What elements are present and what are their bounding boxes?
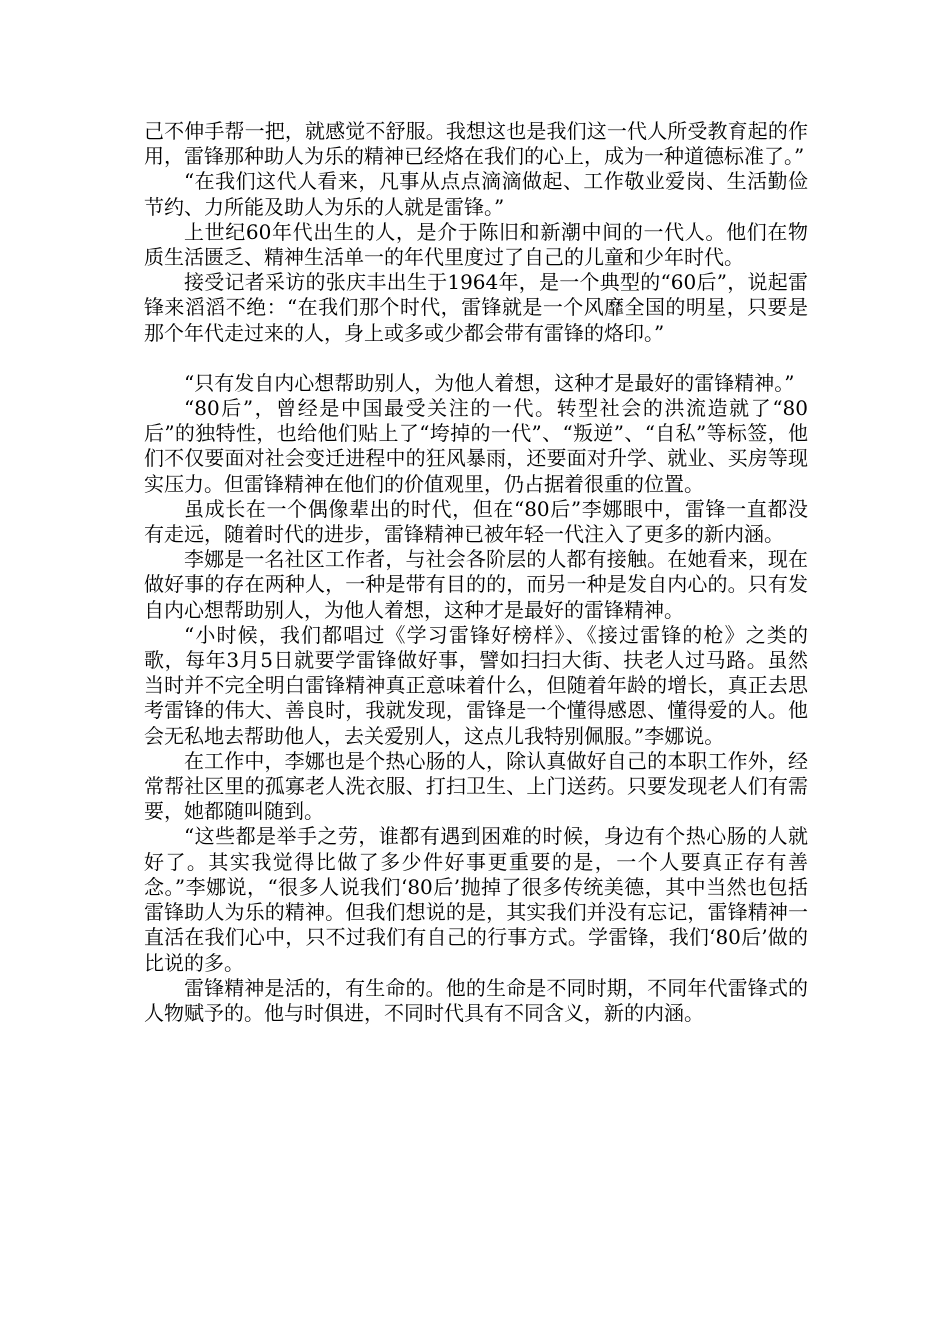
paragraph-continuation: 己不伸手帮一把，就感觉不舒服。我想这也是我们这一代人所受教育起的作用，雷锋那种助人为乐的精神已经烙在我们的心上，成为一种道德标准了。”	[144, 119, 808, 169]
paragraph-pull-quote: “只有发自内心想帮助别人，为他人着想，这种才是最好的雷锋精神。”	[184, 370, 795, 395]
paragraph-li-na-intro: 虽成长在一个偶像辈出的时代，但在“80后”李娜眼中，雷锋一直都没有走远，随着时代的进步，雷锋精神已被年轻一代注入了更多的新内涵。	[144, 496, 808, 547]
paragraph-li-na-quote: “这些都是举手之劳，谁都有遇到困难的时候，身边有个热心肠的人就好了。其实我觉得比做了多少件好事更重要的是，一个人要真正存有善念。”李娜说，“很多人说我们‘80后’抛掉了很多传统美德，其中当然也包括雷锋助人为乐的精神。但我们想说的是，其实我们并没有忘记，雷锋精神一直活在我们心中，只不过我们有自己的行事方式。学雷锋，我们‘80后’做的比说的多。	[144, 824, 808, 975]
paragraph-li-na-childhood: “小时候，我们都唱过《学习雷锋好榜样》、《接过雷锋的枪》之类的歌，每年3月5日就要学雷锋做好事，譬如扫扫大街、扶老人过马路。虽然当时并不完全明白雷锋精神真正意味着什么，但随着年龄的增长，真正去思考雷锋的伟大、善良时，我就发现，雷锋是一个懂得感恩、懂得爱的人。他会无私地去帮助他人，去关爱别人，这点儿我特别佩服。”李娜说。	[144, 622, 808, 748]
paragraph-quote-generation: “在我们这代人看来，凡事从点点滴滴做起、工作敬业爱岗、生活勤俭节约、力所能及助人为乐的人就是雷锋。”	[144, 169, 808, 219]
paragraph-zhang-qingfeng: 接受记者采访的张庆丰出生于1964年，是一个典型的“60后”，说起雷锋来滔滔不绝：“在我们那个时代，雷锋就是一个风靡全国的明星，只要是那个年代走过来的人，身上或多或少都会带有雷锋的烙印。”	[144, 270, 808, 345]
paragraph-conclusion: 雷锋精神是活的，有生命的。他的生命是不同时期，不同年代雷锋式的人物赋予的。他与时俱进，不同时代具有不同含义，新的内涵。	[144, 975, 808, 1025]
paragraph-60s-generation: 上世纪60年代出生的人，是介于陈旧和新潮中间的一代人。他们在物质生活匮乏、精神生活单一的年代里度过了自己的儿童和少年时代。	[144, 219, 808, 270]
document-page	[144, 119, 808, 1026]
paragraph-li-na-work: 在工作中，李娜也是个热心肠的人，除认真做好自己的本职工作外，经常帮社区里的孤寡老人洗衣服、打扫卫生、上门送药。只要发现老人们有需要，她都随叫随到。	[144, 748, 808, 824]
paragraph-li-na-community: 李娜是一名社区工作者，与社会各阶层的人都有接触。在她看来，现在做好事的存在两种人，一种是带有目的的，而另一种是发自内心的。只有发自内心想帮助别人，为他人着想，这种才是最好的雷锋精神。	[144, 547, 808, 622]
paragraph-80s-generation: “80后”，曾经是中国最受关注的一代。转型社会的洪流造就了“80后”的独特性，也给他们贴上了“垮掉的一代”、“叛逆”、“自私”等标签，他们不仅要面对社会变迁进程中的狂风暴雨，还要面对升学、就业、买房等现实压力。但雷锋精神在他们的价值观里，仍占据着很重的位置。	[144, 396, 808, 496]
section-gap	[144, 346, 808, 371]
